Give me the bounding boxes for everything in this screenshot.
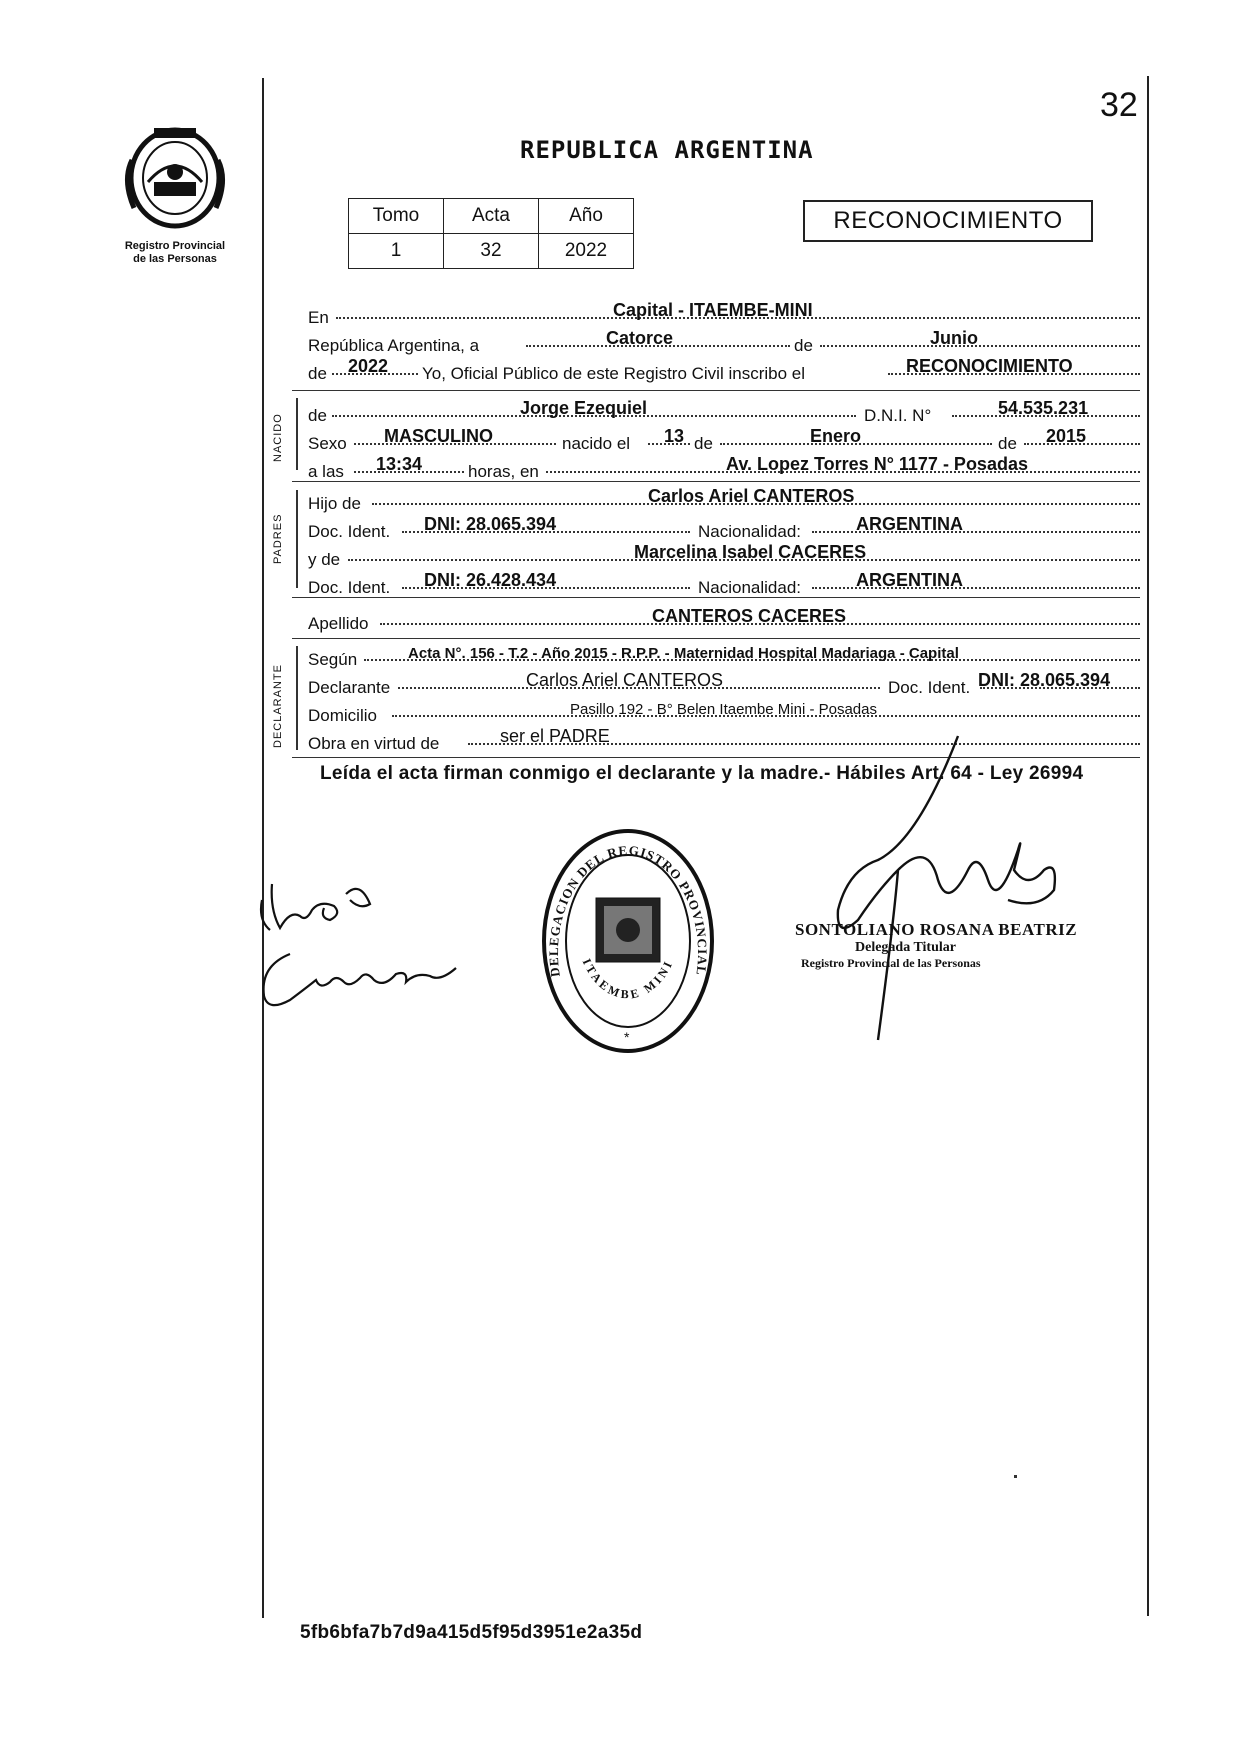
- section-rule: [292, 638, 1140, 639]
- value-padre: Carlos Ariel CANTEROS: [648, 486, 855, 506]
- side-label-declarante: DECLARANTE: [272, 664, 284, 748]
- value-dia: Catorce: [606, 328, 674, 348]
- label-yo: Yo, Oficial Público de este Registro Civil inscribo el: [422, 364, 805, 383]
- value-anio: 2022: [348, 356, 389, 376]
- header-anio: Año: [539, 199, 634, 234]
- row-apellido: [308, 606, 1140, 637]
- value-lugar-nac: Av. Lopez Torres N° 1177 - Posadas: [726, 454, 1028, 474]
- official-title: Delegada Titular: [855, 940, 956, 955]
- value-acta: 32: [444, 234, 539, 269]
- label-segun: Según: [308, 650, 358, 669]
- label-a-las: a las: [308, 462, 344, 481]
- label-dni: D.N.I. N°: [864, 406, 932, 425]
- value-obra: ser el PADRE: [500, 726, 610, 746]
- label-de-anio: de: [998, 434, 1017, 453]
- registry-stamp: [538, 826, 718, 1061]
- value-segun: Acta N°. 156 - T.2 - Año 2015 - R.P.P. - Maternidad Hospital Madariaga - Capital: [408, 645, 959, 662]
- label-doc-ident-decl: Doc. Ident.: [888, 678, 971, 697]
- section-bracket: [296, 646, 298, 750]
- label-horas: horas, en: [468, 462, 539, 481]
- stray-dot: [1014, 1475, 1017, 1478]
- label-domicilio: Domicilio: [308, 706, 377, 725]
- svg-text:*: *: [624, 1029, 630, 1045]
- official-office: Registro Provincial de las Personas: [801, 956, 981, 970]
- label-de-mes: de: [694, 434, 713, 453]
- dotted-line: [820, 345, 1140, 347]
- row-lugar: [308, 300, 1140, 331]
- side-label-nacido: NACIDO: [272, 413, 284, 462]
- label-en: En: [308, 308, 329, 327]
- reference-table-header-row: [349, 199, 634, 234]
- label-hijo-de: Hijo de: [308, 494, 361, 513]
- label-obra: Obra en virtud de: [308, 734, 440, 753]
- label-nacionalidad: Nacionalidad:: [698, 522, 802, 541]
- label-de: de: [794, 336, 813, 355]
- value-declarante: Carlos Ariel CANTEROS: [526, 670, 724, 690]
- closing-statement: Leída el acta firman conmigo el declarante y la madre.- Hábiles Art. 64 - Ley 26994: [320, 763, 1084, 784]
- official-name: SONTOLIANO ROSANA BEATRIZ: [795, 920, 1078, 939]
- label-de-nombre: de: [308, 406, 327, 425]
- document-hash: 5fb6bfa7b7d9a415d5f95d3951e2a35d: [300, 1622, 643, 1643]
- value-padre-nac: ARGENTINA: [856, 514, 963, 534]
- value-tomo: 1: [349, 234, 444, 269]
- side-label-padres: PADRES: [272, 513, 284, 564]
- value-domicilio: Pasillo 192 - B° Belen Itaembe Mini - Posadas: [570, 701, 877, 718]
- section-rule: [292, 390, 1140, 391]
- label-y-de: y de: [308, 550, 341, 569]
- value-hora: 13:34: [376, 454, 423, 474]
- header-acta: Acta: [444, 199, 539, 234]
- label-declarante: Declarante: [308, 678, 391, 697]
- act-type-box: RECONOCIMIENTO: [803, 200, 1093, 242]
- value-nac-dia: 13: [664, 426, 685, 446]
- section-bracket: [296, 490, 298, 588]
- value-mes: Junio: [930, 328, 978, 348]
- left-margin-line: [262, 78, 264, 1618]
- province-seal-logo: [120, 120, 230, 232]
- value-nac-anio: 2015: [1046, 426, 1087, 446]
- header-tomo: Tomo: [349, 199, 444, 234]
- label-nacido: nacido el: [562, 434, 631, 453]
- label-de2: de: [308, 364, 327, 383]
- value-nombre: Jorge Ezequiel: [520, 398, 648, 418]
- reference-table: [348, 198, 634, 269]
- value-apellido: CANTEROS CACERES: [652, 606, 847, 626]
- official-signature: [818, 720, 1078, 1055]
- label-apellido: Apellido: [308, 614, 369, 633]
- stamp-outer-text: DELEGACION DEL REGISTRO PROVINCIAL: [545, 842, 711, 978]
- logo-caption: [100, 240, 250, 266]
- value-lugar: Capital - ITAEMBE-MINI: [613, 300, 813, 320]
- value-madre: Marcelina Isabel CACERES: [634, 542, 867, 562]
- section-rule: [292, 481, 1140, 482]
- value-dni: 54.535.231: [998, 398, 1089, 418]
- value-tipo: RECONOCIMIENTO: [906, 356, 1073, 376]
- declarant-signature: [250, 870, 470, 1025]
- page-number: 32: [1100, 86, 1138, 124]
- label-nacionalidad: Nacionalidad:: [698, 578, 802, 597]
- official-signature-block: [795, 920, 1077, 971]
- value-padre-doc: DNI: 28.065.394: [424, 514, 557, 534]
- label-doc-ident: Doc. Ident.: [308, 578, 391, 597]
- logo-caption-line2: de las Personas: [133, 253, 217, 265]
- stamp-inner-text: ITAEMBE MINI: [579, 956, 677, 1002]
- value-nac-mes: Enero: [810, 426, 862, 446]
- value-madre-nac: ARGENTINA: [856, 570, 963, 590]
- value-madre-doc: DNI: 26.428.434: [424, 570, 557, 590]
- section-rule: [292, 597, 1140, 598]
- label-republica: República Argentina, a: [308, 336, 480, 355]
- value-sexo: MASCULINO: [384, 426, 493, 446]
- label-doc-ident: Doc. Ident.: [308, 522, 391, 541]
- logo-caption-line1: Registro Provincial: [124, 240, 226, 252]
- section-bracket: [296, 398, 298, 470]
- value-anio: 2022: [539, 234, 634, 269]
- label-sexo: Sexo: [308, 434, 347, 453]
- value-declarante-doc: DNI: 28.065.394: [978, 670, 1111, 690]
- document-heading: REPUBLICA ARGENTINA: [520, 136, 814, 164]
- row-inscripcion: [308, 356, 1140, 387]
- svg-text:ITAEMBE MINI: [580, 956, 676, 1001]
- reference-table-value-row: [349, 234, 634, 269]
- right-margin-line: [1147, 76, 1149, 1616]
